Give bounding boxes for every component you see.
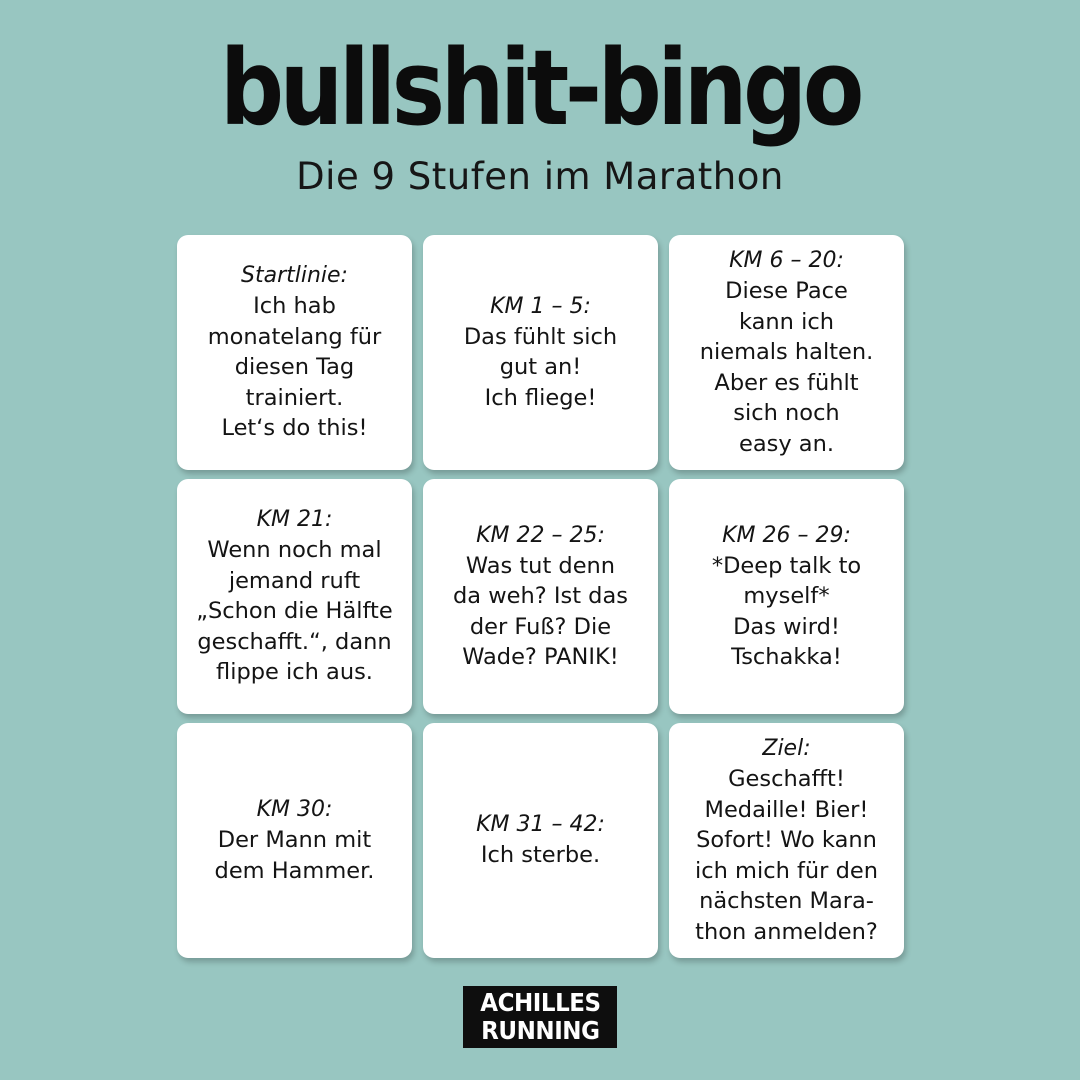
achilles-running-logo	[463, 986, 617, 1048]
card-heading: KM 26 – 29:	[722, 522, 851, 548]
bingo-card-km-31-42	[423, 723, 658, 958]
card-text: Der Mann mit dem Hammer.	[214, 827, 375, 884]
card-heading: KM 1 – 5:	[490, 293, 591, 319]
bingo-card-km-22-25	[423, 479, 658, 714]
card-text: Geschafft! Medaille! Bier! Sofort! Wo kann ich mich für den nächsten Mara- thon anmelden?	[695, 766, 878, 945]
card-text: Was tut denn da weh? Ist das der Fuß? Die Wade? PANIK!	[453, 552, 628, 670]
bingo-grid	[177, 235, 903, 958]
card-heading: KM 31 – 42:	[476, 812, 605, 838]
page-subtitle: Die 9 Stufen im Marathon	[296, 155, 784, 198]
card-text: Wenn noch mal jemand ruft „Schon die Hälfte geschafft.“, dann flippe ich aus.	[196, 537, 393, 686]
page-title: bullshit-bingo	[219, 27, 861, 149]
card-heading: KM 21:	[256, 507, 333, 533]
bingo-card-km-6-20	[669, 235, 904, 470]
card-heading: KM 22 – 25:	[476, 522, 605, 548]
card-heading: Ziel:	[762, 736, 811, 761]
card-text: Ich hab monatelang für diesen Tag trainiert. Let‘s do this!	[207, 293, 382, 442]
logo-line-bottom: RUNNING	[480, 1016, 600, 1045]
bingo-card-km-21	[177, 479, 412, 714]
bingo-card-ziel	[669, 723, 904, 958]
bingo-card-km-26-29	[669, 479, 904, 714]
bingo-card-km-1-5	[423, 235, 658, 470]
logo-line-top: ACHILLES	[479, 988, 601, 1017]
card-text: *Deep talk to myself* Das wird! Tschakka!	[711, 552, 862, 670]
bingo-card-startlinie	[177, 235, 412, 470]
card-heading: KM 30:	[256, 797, 333, 822]
card-heading: KM 6 – 20:	[729, 248, 844, 273]
bingo-card-km-30	[177, 723, 412, 958]
card-text: Ich sterbe.	[480, 842, 601, 869]
card-heading: Startlinie:	[241, 263, 348, 289]
card-text: Das fühlt sich gut an! Ich fliege!	[463, 323, 618, 411]
card-text: Diese Pace kann ich niemals halten. Aber es fühlt sich noch easy an.	[699, 278, 874, 457]
